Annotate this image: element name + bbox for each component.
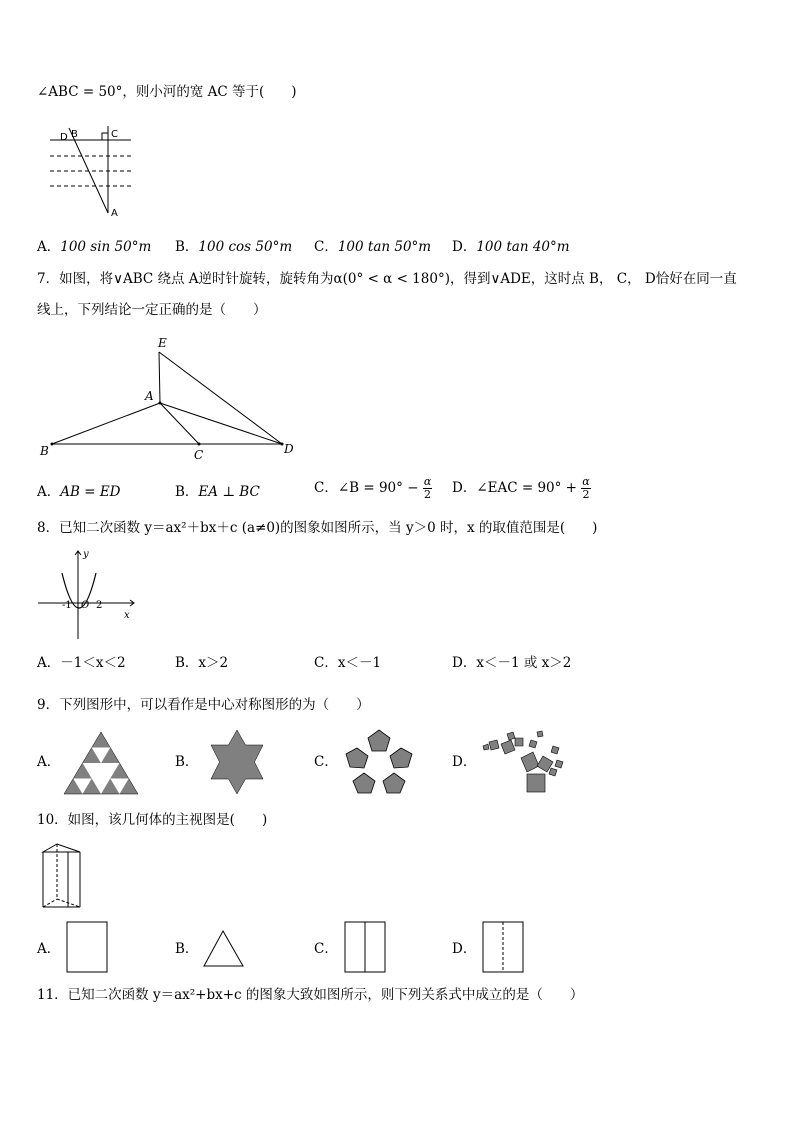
q10-prism-figure	[40, 842, 84, 910]
q8-option-b-text: x＞2	[198, 655, 229, 671]
q7-stem-line2: 线上，下列结论一定正确的是（ ）	[37, 302, 267, 318]
q7-option-a-text: AB = ED	[60, 484, 121, 500]
q8-option-b[interactable]: B．x＞2	[175, 655, 229, 671]
q7-option-a[interactable]: A．AB = ED	[37, 484, 121, 500]
q10-option-d-dashed-rectangle-shape[interactable]	[482, 921, 526, 975]
q10-stem: 10．如图，该几何体的主视图是( )	[37, 812, 268, 828]
q9-option-c-pentagons-shape[interactable]	[343, 728, 415, 796]
q8-option-d[interactable]: D．x＜－1 或 x＞2	[452, 655, 572, 671]
q7-option-d[interactable]: D．∠EAC = 90° + $\frac{\alpha}{2}$	[452, 475, 590, 501]
q9-option-d-pythagoras-tree-shape[interactable]	[481, 728, 571, 794]
q8-label-x: x	[124, 610, 130, 621]
q8-parabola-figure	[36, 545, 140, 643]
q9-option-d[interactable]: D．	[452, 754, 477, 770]
q8-label-y: y	[83, 549, 89, 560]
q9-option-b[interactable]: B．	[175, 754, 199, 770]
q6-option-b[interactable]: B．100 cos 50°m	[175, 239, 293, 255]
q7-rotation-figure	[36, 332, 306, 462]
q7-label-c: C	[194, 448, 204, 462]
q6-option-d-text: 100 tan 40°m	[476, 239, 570, 255]
q11-stem: 11．已知二次函数 y＝ax²+bx+c 的图象大致如图所示，则下列关系式中成立的是（ ）	[37, 987, 584, 1003]
q6-option-c-text: 100 tan 50°m	[337, 239, 432, 255]
q7-option-c-fraction: $\frac{\alpha}{2}$	[423, 475, 432, 501]
q6-option-d[interactable]: D．100 tan 40°m	[452, 239, 570, 255]
q7-option-d-fraction: $\frac{\alpha}{2}$	[582, 475, 590, 501]
q10-option-d[interactable]: D．	[452, 941, 477, 957]
q10-option-a-rectangle-shape[interactable]	[66, 921, 110, 975]
q9-option-c[interactable]: C．	[314, 754, 338, 770]
q7-option-c[interactable]: C．∠B = 90° − $\frac{\alpha}{2}$	[314, 475, 432, 501]
q7-stem-line1: 7．如图，将∨ABC 绕点 A逆时针旋转，旋转角为α(0° < α < 180°)，得到∨ADE，这时点 B， C， D恰好在同一直	[37, 271, 737, 287]
q6-option-b-text: 100 cos 50°m	[198, 239, 293, 255]
q10-option-b[interactable]: B．	[175, 941, 199, 957]
q8-option-d-text: x＜－1 或 x＞2	[476, 655, 572, 671]
q9-option-a-sierpinski-shape[interactable]	[62, 730, 140, 796]
q8-option-c-text: x＜－1	[337, 655, 382, 671]
q6-option-a-text: 100 sin 50°m	[60, 239, 152, 255]
q6-label-a: A	[111, 208, 118, 219]
q7-option-d-text: ∠EAC = 90° +	[476, 480, 577, 496]
q8-label-neg1: -1	[62, 600, 72, 611]
q10-option-c-split-rectangle-shape[interactable]	[344, 921, 388, 975]
q6-stem-tail: ∠ABC = 50°，则小河的宽 AC 等于( )	[37, 84, 297, 100]
q7-option-b-text: EA ⊥ BC	[198, 484, 260, 500]
q7-label-a: A	[145, 389, 154, 403]
q9-stem: 9．下列图形中，可以看作是中心对称图形的为（ ）	[37, 697, 370, 713]
q6-label-d: D	[60, 132, 68, 143]
q8-label-o: O	[81, 600, 90, 611]
q8-stem: 8．已知二次函数 y＝ax²＋bx＋c (a≠0)的图象如图所示，当 y＞0 时，x 的取值范围是( )	[37, 520, 598, 536]
q10-option-b-triangle-shape[interactable]	[202, 929, 246, 969]
q6-option-c[interactable]: C．100 tan 50°m	[314, 239, 432, 255]
q6-label-b: B	[71, 129, 78, 140]
q10-option-a[interactable]: A．	[37, 941, 61, 957]
q6-option-a[interactable]: A．100 sin 50°m	[37, 239, 152, 255]
q8-label-2: 2	[96, 600, 103, 611]
q6-label-c: C	[111, 129, 118, 140]
q6-river-figure	[40, 118, 140, 220]
q8-option-c[interactable]: C．x＜－1	[314, 655, 382, 671]
q7-label-e: E	[158, 336, 167, 350]
q9-option-b-hexagram-shape[interactable]	[205, 728, 269, 796]
q8-option-a-text: －1＜x＜2	[60, 655, 126, 671]
q7-option-c-text: ∠B = 90° −	[337, 480, 419, 496]
q10-option-c[interactable]: C．	[314, 941, 338, 957]
q9-option-a[interactable]: A．	[37, 754, 61, 770]
q7-option-b[interactable]: B．EA ⊥ BC	[175, 484, 260, 500]
q7-label-d: D	[284, 442, 294, 456]
q7-label-b: B	[40, 444, 49, 458]
q8-option-a[interactable]: A．－1＜x＜2	[37, 655, 126, 671]
